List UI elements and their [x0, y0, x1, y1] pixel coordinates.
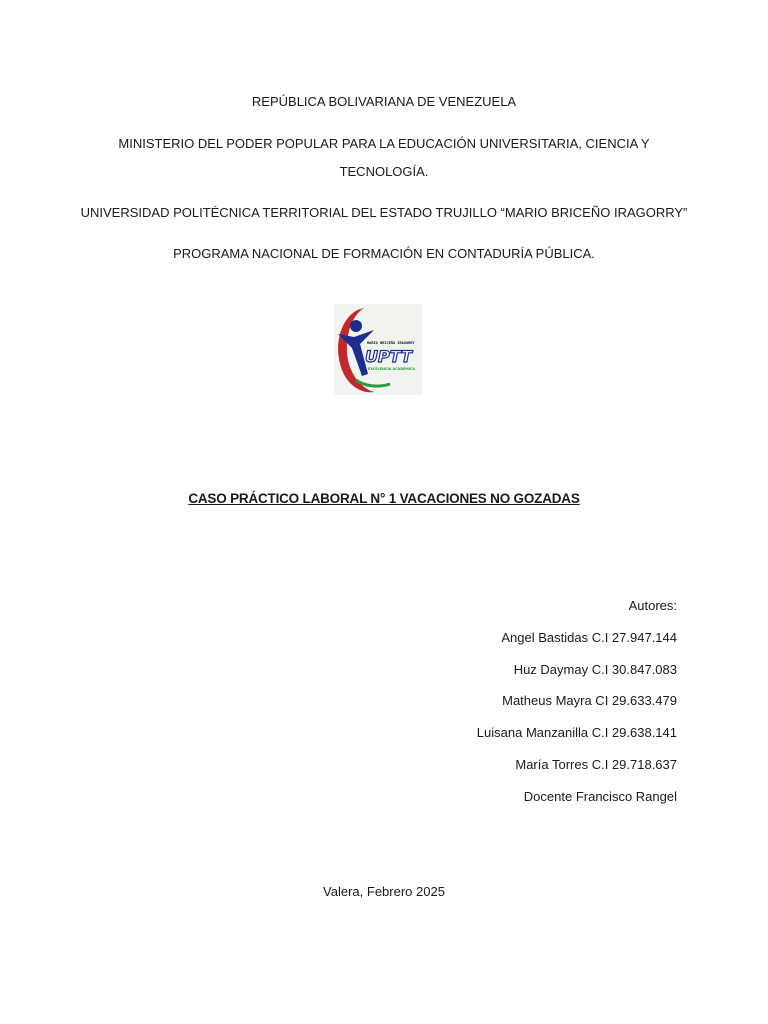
university-logo — [334, 304, 422, 395]
author-item: Huz Daymay C.I 30.847.083 — [513, 661, 677, 677]
logo-tagline: EXCELENCIA ACADÉMICA — [368, 367, 416, 371]
place-date: Valera, Febrero 2025 — [323, 884, 445, 899]
author-item: Luisana Manzanilla C.I 29.638.141 — [476, 725, 677, 741]
author-item: Angel Bastidas C.I 27.947.144 — [501, 629, 677, 645]
authors-label: Autores: — [628, 598, 677, 613]
author-item: Matheus Mayra CI 29.633.479 — [502, 693, 677, 709]
uptt-logo-icon — [334, 304, 422, 395]
header-university: UNIVERSIDAD POLITÉCNICA TERRITORIAL DEL ESTADO TRUJILLO “MARIO BRICEÑO IRAGORRY” — [80, 205, 688, 220]
teacher-name: Docente Francisco Rangel — [523, 788, 677, 804]
header-program: PROGRAMA NACIONAL DE FORMACIÓN EN CONTADURÍA PÚBLICA. — [173, 246, 595, 261]
header-country: REPÚBLICA BOLIVARIANA DE VENEZUELA — [251, 94, 517, 109]
authors-block — [317, 597, 677, 820]
logo-acronym: UPTT — [365, 347, 412, 366]
author-item: María Torres C.I 29.718.637 — [515, 756, 677, 772]
document-title: CASO PRÁCTICO LABORAL N° 1 VACACIONES NO GOZADAS — [188, 491, 580, 506]
logo-small-name: MARIO BRICEÑO IRAGORRY — [367, 341, 415, 345]
header-ministry: MINISTERIO DEL PODER POPULAR PARA LA EDUCACIÓN UNIVERSITARIA, CIENCIA Y TECNOLOGÍA. — [118, 136, 650, 179]
